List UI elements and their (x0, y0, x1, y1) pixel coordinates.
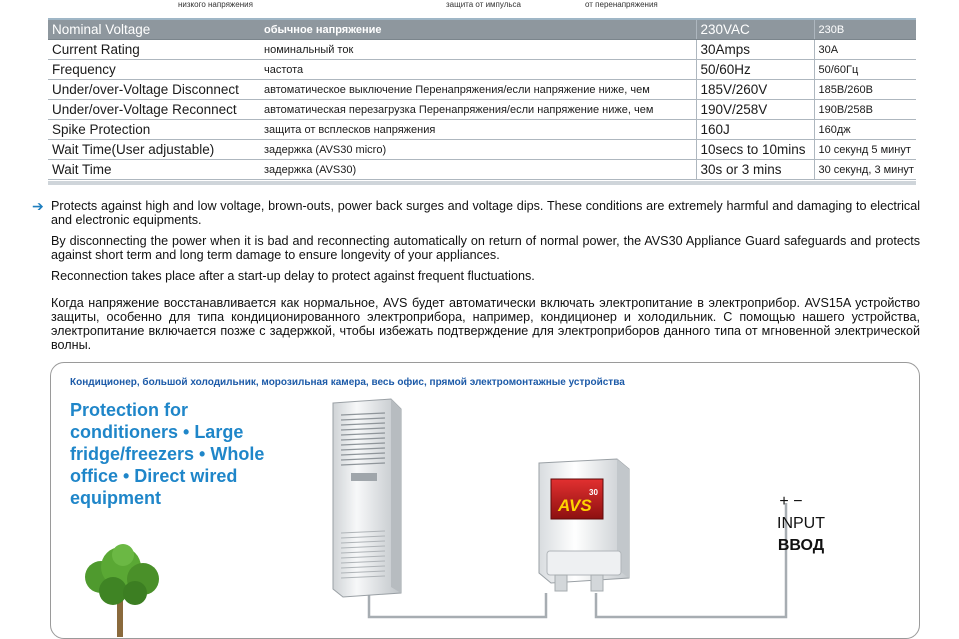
spec-cell-v2: 30А (814, 40, 916, 60)
top-caption-strip (0, 0, 959, 14)
spec-cell-v1: 190V/258V (696, 100, 814, 120)
spec-cell-v1: 230VAC (696, 20, 814, 40)
panel-russian-caption: Кондиционер, большой холодильник, морозильная камера, весь офис, прямой электромонтажные устройства (70, 377, 625, 388)
panel-illustration (51, 363, 919, 638)
spec-cell-v2: 230В (814, 20, 916, 40)
spec-cell-ru: задержка (AVS30) (260, 160, 696, 180)
spec-cell-v2: 10 секунд 5 минут (814, 140, 916, 160)
spec-row (48, 140, 916, 160)
paragraph-protects: Protects against high and low voltage, brown-outs, power back surges and voltage dips. These conditions are extremely harmful and damaging to electrical and electronic equipments. (51, 199, 920, 227)
arrow-bullet-icon: ➔ (32, 198, 44, 214)
spec-row (48, 20, 916, 40)
air-conditioner-icon (333, 399, 401, 597)
spec-cell-v1: 30Amps (696, 40, 814, 60)
spec-cell-ru: автоматическое выключение Перенапряжения/если напряжение ниже, чем (260, 80, 696, 100)
top-caption-2: защита от импульса (446, 0, 521, 9)
spec-cell-en: Frequency (48, 60, 260, 80)
spec-cell-v1: 185V/260V (696, 80, 814, 100)
panel-caption-line: office • Direct wired (70, 466, 238, 486)
spec-cell-v2: 185В/260В (814, 80, 916, 100)
spec-row (48, 80, 916, 100)
top-caption-3: от перенапряжения (585, 0, 658, 9)
panel-caption-line: equipment (70, 488, 162, 508)
tree-icon (85, 544, 159, 637)
paragraph-russian: Когда напряжение восстанавливается как нормальное, AVS будет автоматически включать электропитание в электроприбор. AVS15A устройство защиты, особенно для типа кондиционированного электроприбора, например, кондиционер и холодильник. С помощью нашего устройства, электропитание включается позже с задержкой, чтобы избежать подтверждение для электроприборов данного типа от мгновенной электрической волны. (51, 296, 920, 352)
specs-table (48, 20, 916, 180)
spec-cell-en: Wait Time(User adjustable) (48, 140, 260, 160)
top-caption-1: низкого напряжения (178, 0, 253, 9)
spec-cell-ru: номинальный ток (260, 40, 696, 60)
spec-cell-en: Under/over-Voltage Disconnect (48, 80, 260, 100)
spec-cell-v1: 50/60Hz (696, 60, 814, 80)
application-panel (50, 362, 920, 639)
spec-cell-v2: 50/60Гц (814, 60, 916, 80)
spec-cell-ru: задержка (AVS30 micro) (260, 140, 696, 160)
device-brand-text: AVS (558, 496, 592, 515)
terminals-label: + − (779, 493, 803, 510)
spec-row (48, 60, 916, 80)
spec-cell-v2: 30 секунд, 3 минут (814, 160, 916, 180)
spec-cell-en: Nominal Voltage (48, 20, 260, 40)
spec-cell-v2: 190В/258В (814, 100, 916, 120)
spec-cell-en: Wait Time (48, 160, 260, 180)
paragraph-reconnection: Reconnection takes place after a start-up delay to protect against frequent fluctuations. (51, 269, 535, 283)
spec-row (48, 120, 916, 140)
paragraph-disconnecting: By disconnecting the power when it is bad and reconnecting automatically on return of normal power, the AVS30 Appliance Guard safeguards and protects against short term and long term damage to ensure longevity of your appliances. (51, 234, 920, 262)
table-bottom-rule (48, 181, 916, 185)
spec-cell-en: Current Rating (48, 40, 260, 60)
avs30-device-icon (539, 459, 629, 591)
input-label-en: INPUT (777, 515, 825, 532)
wire-to-appliance (369, 593, 546, 617)
spec-cell-en: Under/over-Voltage Reconnect (48, 100, 260, 120)
panel-caption-line: Protection for (70, 400, 189, 420)
spec-row (48, 160, 916, 180)
spec-cell-v1: 160J (696, 120, 814, 140)
device-model-text: 30 (589, 488, 598, 497)
spec-cell-v1: 10secs to 10mins (696, 140, 814, 160)
spec-row (48, 40, 916, 60)
panel-caption-line: fridge/freezers • Whole (70, 444, 265, 464)
spec-cell-v1: 30s or 3 mins (696, 160, 814, 180)
spec-cell-v2: 160дж (814, 120, 916, 140)
spec-cell-ru: обычное напряжение (260, 20, 696, 40)
spec-cell-en: Spike Protection (48, 120, 260, 140)
input-label-ru: ВВОД (777, 537, 825, 554)
spec-cell-ru: частота (260, 60, 696, 80)
spec-cell-ru: защита от всплесков напряжения (260, 120, 696, 140)
spec-row (48, 100, 916, 120)
spec-cell-ru: автоматическая перезагрузка Перенапряжения/если напряжение ниже, чем (260, 100, 696, 120)
panel-caption-line: conditioners • Large (70, 422, 244, 442)
